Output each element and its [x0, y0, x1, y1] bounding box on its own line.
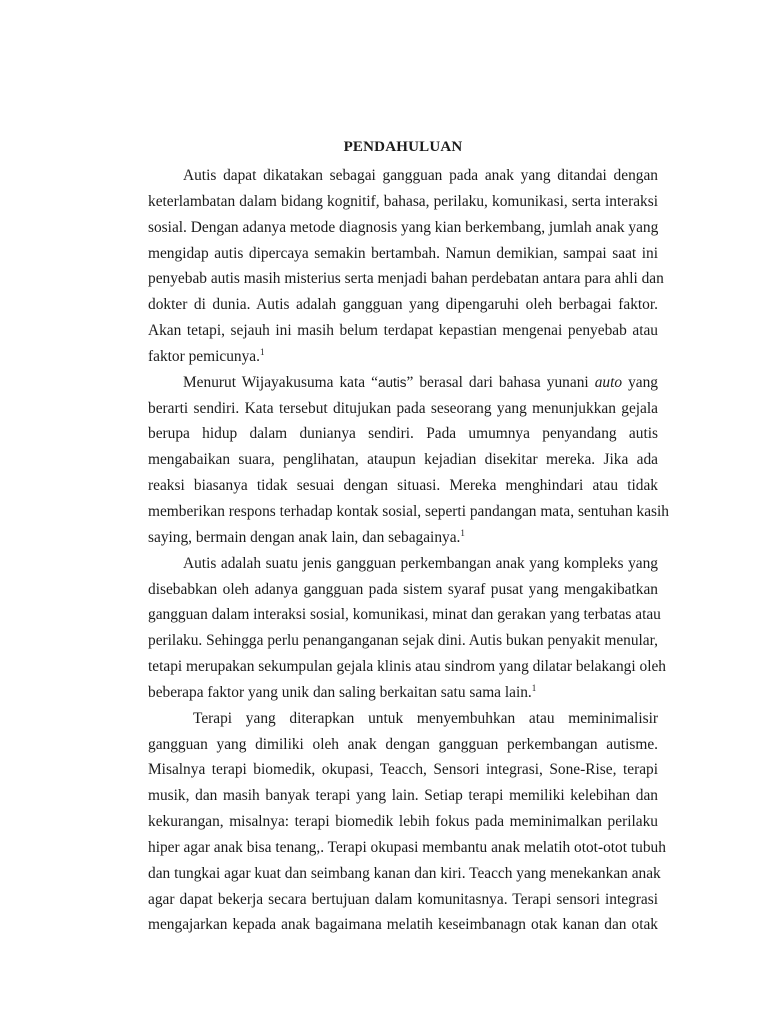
- text-line: memberikan respons terhadap kontak sosial, seperti pandangan mata, sentuhan kasih: [148, 502, 669, 520]
- text-line: [148, 525, 658, 551]
- paragraph-2: [148, 370, 669, 551]
- text-line: mengajarkan kepada anak bagaimana melatih keseimbanagn otak kanan dan otak: [148, 916, 658, 934]
- text-line: agar dapat bekerja secara bertujuan dalam komunitasnya. Terapi sensori integrasi: [148, 890, 658, 908]
- text-line: Akan tetapi, sejauh ini masih belum terdapat kepastian mengenai penyebab atau: [148, 322, 658, 340]
- page-title: PENDAHULUAN: [343, 139, 463, 155]
- paragraph-3: [148, 551, 666, 706]
- quoted-word: autis: [377, 374, 407, 390]
- text-line: hiper agar anak bisa tenang,. Terapi okupasi membantu anak melatih otot-otot tubuh: [148, 838, 666, 856]
- text-line: dan tungkai agar kuat dan seimbang kanan dan kiri. Teacch yang menekankan anak: [148, 864, 661, 882]
- text-line: kekurangan, misalnya: terapi biomedik lebih fokus pada meminimalkan perilaku: [148, 813, 658, 831]
- line-text: saying, bermain dengan anak lain, dan sebagainya.: [148, 528, 461, 546]
- text-line: gangguan dalam interaksi sosial, komunikasi, minat dan gerakan yang terbatas atau: [148, 606, 661, 624]
- text-line: perilaku. Sehingga perlu penanganganan sejak dini. Autis bukan penyakit menular,: [148, 632, 658, 650]
- text-line: penyebab autis masih misterius serta menjadi bahan perdebatan antara para ahli dan: [148, 270, 664, 288]
- text-line: [148, 680, 658, 706]
- text-line: Terapi yang diterapkan untuk menyembuhkan atau meminimalisir: [193, 709, 658, 727]
- text-line: Autis adalah suatu jenis gangguan perkembangan anak yang kompleks yang: [183, 554, 658, 572]
- line-text: faktor pemicunya.: [148, 347, 260, 365]
- italic-word: auto: [594, 373, 623, 391]
- text-line: tetapi merupakan sekumpulan gejala klinis atau sindrom yang dilatar belakangi oleh: [148, 658, 666, 676]
- text-line: berupa hidup dalam dunianya sendiri. Pada umumnya penyandang autis: [148, 425, 658, 443]
- footnote-ref: 1: [460, 527, 465, 538]
- line-text: ” berasal dari bahasa yunani: [406, 373, 595, 391]
- text-line: musik, dan masih banyak terapi yang lain. Setiap terapi memiliki kelebihan dan: [148, 787, 658, 805]
- text-line: disebabkan oleh adanya gangguan pada sistem syaraf pusat yang mengakibatkan: [148, 580, 658, 598]
- text-line: dokter di dunia. Autis adalah gangguan yang dipengaruhi oleh berbagai faktor.: [148, 296, 658, 314]
- text-line: [148, 344, 658, 370]
- text-line: gangguan yang dimiliki oleh anak dengan gangguan perkembangan autisme.: [148, 735, 658, 753]
- text-line: mengabaikan suara, penglihatan, ataupun kejadian disekitar mereka. Jika ada: [148, 451, 658, 469]
- text-line: reaksi biasanya tidak sesuai dengan situasi. Mereka menghindari atau tidak: [148, 477, 658, 495]
- text-line: keterlambatan dalam bidang kognitif, bahasa, perilaku, komunikasi, serta interaksi: [148, 192, 658, 210]
- body-text: [148, 163, 669, 938]
- footnote-ref: 1: [259, 346, 265, 357]
- text-line: mengidap autis dipercaya semakin bertambah. Namun demikian, sampai saat ini: [148, 244, 658, 262]
- footnote-ref: 1: [531, 682, 537, 693]
- line-text: Menurut Wijayakusuma kata “: [183, 373, 378, 391]
- paragraph-1: [148, 163, 664, 370]
- line-text: yang: [622, 373, 658, 391]
- text-line: Autis dapat dikatakan sebagai gangguan pada anak yang ditandai dengan: [183, 167, 658, 184]
- line-text: beberapa faktor yang unik dan saling berkaitan satu sama lain.: [148, 683, 532, 701]
- text-line: [148, 370, 658, 396]
- text-line: sosial. Dengan adanya metode diagnosis yang kian berkembang, jumlah anak yang: [148, 218, 659, 236]
- text-line: berarti sendiri. Kata tersebut ditujukan pada seseorang yang menunjukkan gejala: [148, 399, 658, 417]
- text-line: Misalnya terapi biomedik, okupasi, Teacch, Sensori integrasi, Sone-Rise, terapi: [148, 761, 658, 779]
- paragraph-4: [148, 706, 666, 939]
